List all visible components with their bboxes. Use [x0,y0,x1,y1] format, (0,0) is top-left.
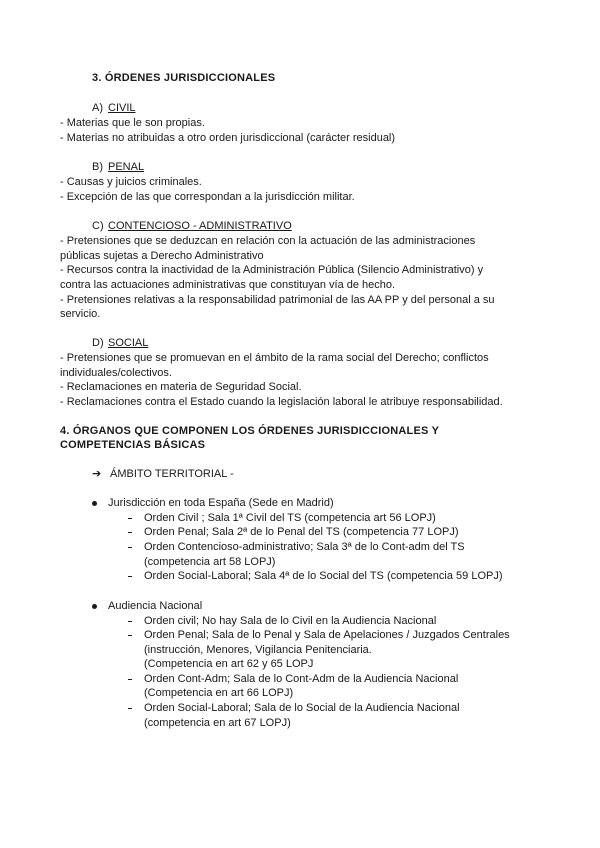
contencioso-line: contra las actuaciones administrativas que constituyan vía de hecho. [60,279,396,291]
penal-line: - Causas y juicios criminales. [60,176,202,188]
dash-icon [128,679,132,680]
contencioso-line: públicas sujetas a Derecho Administrativo [60,250,264,262]
espana-item: Orden Contencioso-administrativo; Sala 3ª de lo Cont-adm del TS [144,541,465,553]
ambito-territorial: ÁMBITO TERRITORIAL - [110,468,234,480]
contencioso-line: servicio. [60,308,101,320]
audiencia-item-continuation: (competencia en art 67 LOPJ) [144,717,291,729]
audiencia-item: Orden Social-Laboral; Sala de lo Social de la Audiencia Nacional [144,702,460,714]
arrow-icon: ➔ [92,468,102,480]
penal-line: - Excepción de las que correspondan a la jurisdicción militar. [60,191,355,203]
espana-item: Orden Civil ; Sala 1ª Civil del TS (competencia art 56 LOPJ) [144,512,436,524]
social-line: - Pretensiones que se promuevan en el ámbito de la rama social del Derecho; conflictos [60,352,489,364]
dash-icon [128,547,132,548]
audiencia-item-continuation: (Competencia en art 62 y 65 LOPJ [144,658,314,670]
civil-line: - Materias que le son propias. [60,117,205,129]
bullet-icon [92,604,97,609]
espana-item-continuation: (competencia art 58 LOPJ) [144,556,276,568]
audiencia-heading: Audiencia Nacional [108,600,203,612]
contencioso-line: - Recursos contra la inactividad de la Administración Pública (Silencio Administrativo) y [60,264,484,276]
section-4-title-line2: COMPETENCIAS BÁSICAS [60,439,206,451]
social-line: - Reclamaciones contra el Estado cuando la legislación laboral le atribuye responsabilidad. [60,396,503,408]
bullet-icon [92,501,97,506]
social-heading: SOCIAL [108,337,149,349]
dash-icon [128,708,132,709]
dash-icon [128,576,132,577]
social-letter: D) [92,337,104,349]
espana-heading: Jurisdicción en toda España (Sede en Madrid) [108,497,334,509]
dash-icon [128,532,132,533]
social-line: individuales/colectivos. [60,367,172,379]
contencioso-line: - Pretensiones que se deduzcan en relación con la actuación de las administraciones [60,235,476,247]
section-4-title-line1: 4. ÓRGANOS QUE COMPONEN LOS ÓRDENES JURISDICCIONALES Y [60,425,440,437]
audiencia-item: Orden civil; No hay Sala de lo Civil en la Audiencia Nacional [144,615,437,627]
dash-icon [128,621,132,622]
audiencia-item: Orden Penal; Sala de lo Penal y Sala de Apelaciones / Juzgados Centrales [144,629,510,641]
contencioso-letter: C) [92,220,104,232]
contencioso-line: - Pretensiones relativas a la responsabilidad patrimonial de las AA PP y del personal a su [60,294,495,306]
civil-line: - Materias no atribuidas a otro orden jurisdiccional (carácter residual) [60,132,396,144]
penal-heading: PENAL [108,161,145,173]
dash-icon [128,635,132,636]
civil-heading: CIVIL [108,102,136,114]
civil-letter: A) [92,102,103,114]
audiencia-item-continuation: (Competencia en art 66 LOPJ) [144,687,294,699]
espana-item: Orden Social-Laboral; Sala 4ª de lo Social del TS (competencia 59 LOPJ) [144,570,503,582]
audiencia-item: Orden Cont-Adm; Sala de lo Cont-Adm de la Audiencia Nacional [144,673,459,685]
contencioso-heading: CONTENCIOSO - ADMINISTRATIVO [108,220,292,232]
espana-item: Orden Penal; Sala 2ª de lo Penal del TS (competencia 77 LOPJ) [144,526,459,538]
section-3-title: 3. ÓRDENES JURISDICCIONALES [92,72,276,84]
penal-letter: B) [92,161,103,173]
social-line: - Reclamaciones en materia de Seguridad Social. [60,381,302,393]
dash-icon [128,518,132,519]
audiencia-item-continuation: (instrucción, Menores, Vigilancia Penitenciaria. [144,644,372,656]
